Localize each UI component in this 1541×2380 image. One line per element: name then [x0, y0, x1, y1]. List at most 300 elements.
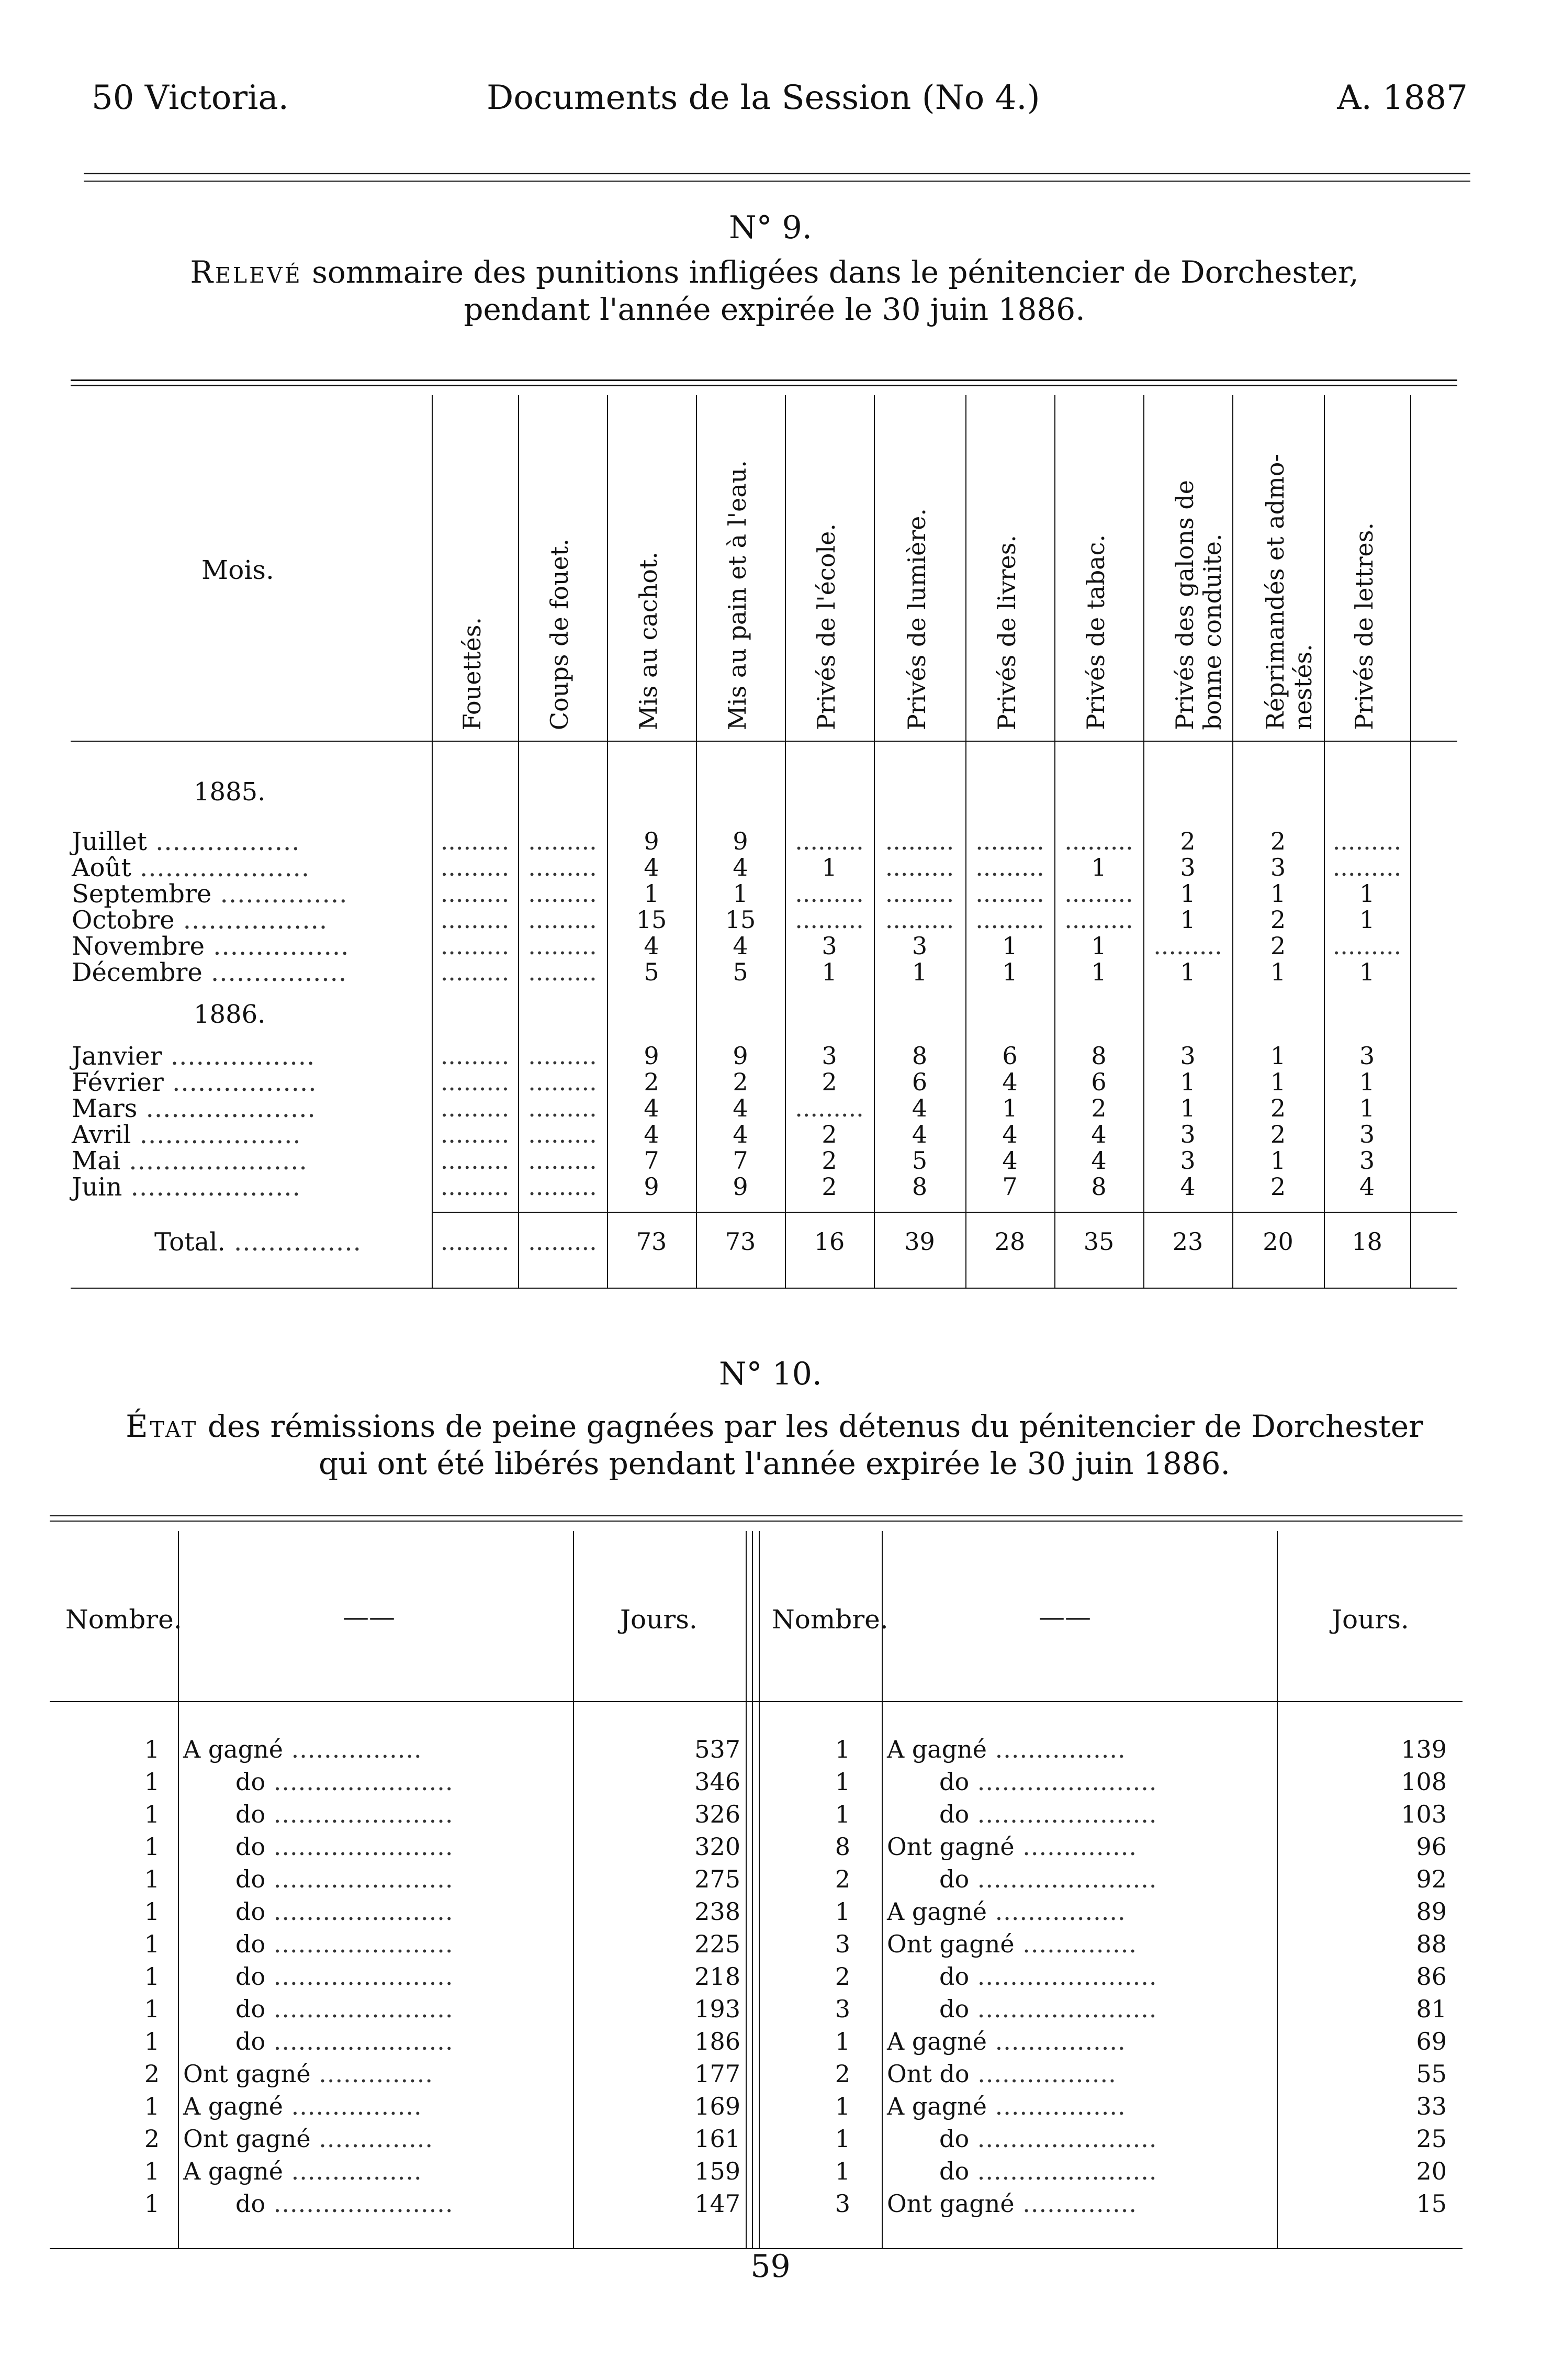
month-row-label	[72, 1068, 317, 1097]
dot-leader: ......................	[265, 1865, 454, 1893]
table9-total-cell: .........	[440, 1227, 510, 1256]
remission-text: Ont do	[887, 2060, 970, 2088]
table9-cell: .........	[440, 1120, 510, 1148]
table9-title-lead: Relevé	[190, 254, 302, 290]
total-row-label	[154, 1227, 362, 1257]
table9-cell: 1	[1091, 853, 1107, 881]
remission-description	[887, 2027, 1126, 2055]
total-label: Total.	[154, 1227, 226, 1257]
month-row-label	[72, 1094, 316, 1123]
table9-cell: 2	[1270, 827, 1286, 855]
table9-column-divider	[518, 395, 519, 1288]
column-header: Privés de lumière.	[902, 508, 931, 730]
column-header: Fouettés.	[457, 617, 486, 730]
dot-leader: .................	[162, 1042, 316, 1071]
table9-cell: 3	[1359, 1042, 1375, 1070]
remission-days: 86	[1416, 1962, 1447, 1991]
remission-days: 139	[1401, 1735, 1447, 1763]
table9-cell: 4	[644, 1094, 659, 1122]
right-nombre-header: Nombre.	[772, 1604, 888, 1635]
remission-count: 1	[835, 1735, 850, 1763]
table9-cell: 4	[1091, 1146, 1107, 1175]
table9-cell: 2	[822, 1068, 837, 1096]
table9-header-rule	[71, 741, 1457, 742]
dot-leader: ...............	[225, 1227, 362, 1257]
remission-count: 1	[835, 2092, 850, 2120]
remission-count: 1	[144, 1833, 160, 1861]
table9-cell: 5	[644, 958, 659, 986]
table9-cell: 8	[912, 1172, 928, 1201]
table9-cell: 2	[1270, 1094, 1286, 1122]
remission-description	[887, 2189, 1137, 2218]
table9-cell: .........	[440, 879, 510, 908]
month-name: Février	[72, 1068, 164, 1097]
table10-column-divider	[573, 1531, 574, 2248]
month-name: Novembre	[72, 932, 205, 961]
table10-top-rule-2	[50, 1521, 1463, 1522]
table9-cell: 2	[1180, 827, 1196, 855]
table9-cell: .........	[528, 1068, 597, 1096]
table9-column-divider	[607, 395, 608, 1288]
table10-column-divider	[1277, 1531, 1278, 2248]
remission-count: 1	[144, 2092, 160, 2120]
table9-cell: 2	[1270, 932, 1286, 960]
left-nombre-header: Nombre.	[65, 1604, 182, 1635]
table9-cell: 1	[1270, 1146, 1286, 1175]
remission-text: do	[235, 2189, 266, 2218]
year-1885: 1885.	[194, 777, 266, 807]
table9-cell: 9	[644, 1042, 659, 1070]
remission-count: 1	[144, 1768, 160, 1796]
remission-days: 96	[1416, 1833, 1447, 1861]
table9-cell: .........	[975, 906, 1044, 934]
table9-cell: 6	[1002, 1042, 1018, 1070]
table10-number: N° 10.	[719, 1356, 822, 1392]
table9-cell: .........	[795, 827, 864, 855]
remission-description	[887, 1833, 1137, 1861]
dot-leader: ......................	[265, 2189, 454, 2218]
table9-total-cell: 39	[904, 1227, 935, 1256]
table9-cell: .........	[528, 1120, 597, 1148]
dot-leader: ..............	[1014, 1930, 1137, 1958]
table9-cell: 1	[1180, 879, 1196, 908]
table9-cell: 3	[1359, 1120, 1375, 1148]
table10-column-divider	[178, 1531, 179, 2248]
right-description-header: ——	[1039, 1602, 1091, 1632]
remission-description	[939, 1995, 1157, 2023]
remission-count: 2	[144, 2125, 160, 2153]
table9-cell: 4	[912, 1094, 928, 1122]
month-name: Décembre	[72, 958, 203, 987]
table9-cell: 3	[1180, 1042, 1196, 1070]
remission-text: Ont gagné	[887, 2189, 1015, 2218]
table9-cell: .........	[528, 1172, 597, 1201]
remission-description	[235, 1962, 453, 1991]
remission-count: 2	[835, 1865, 850, 1893]
header-center: Documents de la Session (No 4.)	[487, 79, 1040, 117]
month-name: Septembre	[72, 879, 212, 909]
table9-cell: 8	[1091, 1042, 1107, 1070]
remission-description	[939, 1768, 1157, 1796]
table9-cell: .........	[795, 879, 864, 908]
table9-cell: 1	[1359, 1094, 1375, 1122]
table9-cell: 1	[1002, 932, 1018, 960]
column-header: Mis au cachot.	[634, 551, 662, 730]
table9-total-cell: 18	[1352, 1227, 1382, 1256]
table9-cell: .........	[975, 827, 1044, 855]
dot-leader: .................	[163, 1068, 317, 1097]
remission-description	[183, 2125, 433, 2153]
remission-days: 33	[1416, 2092, 1447, 2120]
month-row-label	[72, 1146, 308, 1176]
dot-leader: ................	[283, 2092, 422, 2120]
remission-description	[183, 1735, 422, 1763]
remission-text: do	[939, 2125, 970, 2153]
remission-description	[939, 2157, 1157, 2185]
table10-title-line2: qui ont été libérés pendant l'année expirée le 30 juin 1886.	[319, 1445, 1230, 1481]
column-header: Réprimandés et admo- nestés.	[1261, 454, 1317, 730]
left-description-header: ——	[343, 1602, 395, 1632]
table9-cell: .........	[528, 879, 597, 908]
table9-cell: 7	[1002, 1172, 1018, 1201]
table9-cell: .........	[885, 827, 954, 855]
table10-title	[73, 1408, 1476, 1482]
table9-total-cell: 28	[994, 1227, 1026, 1256]
remission-description	[887, 1735, 1126, 1763]
remission-description	[887, 2060, 1117, 2088]
table9-cell: 6	[1091, 1068, 1107, 1096]
dot-leader: ......................	[969, 2157, 1157, 2185]
remission-days: 81	[1416, 1995, 1447, 2023]
remission-text: Ont gagné	[183, 2060, 311, 2088]
remission-description	[235, 1768, 453, 1796]
column-header: Privés de l'école.	[812, 523, 840, 730]
table9-cell: 9	[733, 1042, 748, 1070]
dot-leader: ...................	[131, 1120, 301, 1149]
table9-cell: 3	[1359, 1146, 1375, 1175]
table9-cell: 1	[1359, 1068, 1375, 1096]
remission-count: 1	[835, 2027, 850, 2055]
table10-column-divider	[759, 1531, 760, 2248]
right-jours-header: Jours.	[1332, 1604, 1409, 1635]
table10-column-divider	[882, 1531, 883, 2248]
remission-days: 89	[1416, 1897, 1447, 1926]
table9-cell: 1	[912, 958, 928, 986]
month-name: Janvier	[72, 1042, 162, 1071]
table9-title	[73, 254, 1476, 328]
table9-column-divider	[1232, 395, 1233, 1288]
table9-cell: .........	[440, 1146, 510, 1175]
remission-text: Ont gagné	[887, 1930, 1015, 1958]
remission-days: 320	[694, 1833, 740, 1861]
dot-leader: ......................	[265, 1897, 454, 1926]
month-row-label	[72, 827, 300, 856]
table9-cell: 1	[1180, 1094, 1196, 1122]
dot-leader: ......................	[265, 1995, 454, 2023]
table9-cell: 3	[1270, 853, 1286, 881]
table9-cell: 4	[733, 1120, 748, 1148]
remission-description	[235, 1800, 453, 1828]
remission-count: 2	[835, 1962, 850, 1991]
remission-count: 1	[144, 1800, 160, 1828]
remission-count: 3	[835, 1930, 850, 1958]
table9-cell: .........	[528, 1146, 597, 1175]
header-rule	[84, 173, 1470, 174]
column-header: Privés de livres.	[993, 534, 1021, 730]
dot-leader: ....................	[131, 853, 310, 882]
remission-description	[235, 1833, 453, 1861]
table9-cell: 3	[1180, 1146, 1196, 1175]
table9-total-rule	[432, 1212, 1457, 1213]
remission-days: 147	[694, 2189, 740, 2218]
table9-total-cell: 35	[1083, 1227, 1115, 1256]
month-name: Mars	[72, 1094, 138, 1123]
dot-leader: ......................	[265, 1768, 454, 1796]
table9-cell: 4	[1002, 1120, 1018, 1148]
column-header: Coups de fouet.	[545, 538, 573, 730]
table9-total-cell: .........	[528, 1227, 597, 1256]
table9-cell: 3	[912, 932, 928, 960]
table9-total-cell: 20	[1263, 1227, 1293, 1256]
table9-cell: .........	[528, 827, 597, 855]
table9-cell: .........	[1064, 827, 1133, 855]
remission-count: 1	[144, 2027, 160, 2055]
table9-column-divider	[785, 395, 786, 1288]
remission-days: 25	[1416, 2125, 1447, 2153]
dot-leader: .................	[969, 2060, 1117, 2088]
remission-count: 1	[144, 2157, 160, 2185]
header-rule-2	[84, 181, 1470, 182]
table9-column-divider	[1143, 395, 1144, 1288]
dot-leader: ................	[205, 932, 350, 961]
punishments-table	[71, 379, 1457, 1288]
table9-cell: 2	[822, 1172, 837, 1201]
remission-count: 1	[144, 1962, 160, 1991]
table9-cell: 8	[1091, 1172, 1107, 1201]
month-name: Juillet	[72, 827, 147, 856]
dot-leader: ................	[987, 2092, 1126, 2120]
remission-description	[939, 1800, 1157, 1828]
remission-text: do	[939, 1995, 970, 2023]
remission-text: A gagné	[887, 1735, 987, 1763]
table9-cell: 1	[644, 879, 659, 908]
table10-top-rule	[50, 1515, 1463, 1516]
table9-total-cell: 73	[636, 1227, 667, 1256]
remission-days: 326	[694, 1800, 740, 1828]
remission-description	[235, 2027, 453, 2055]
table9-cell: .........	[885, 853, 954, 881]
remission-description	[235, 1995, 453, 2023]
dot-leader: ......................	[265, 2027, 454, 2055]
table9-cell: .........	[795, 906, 864, 934]
table9-cell: 1	[1091, 932, 1107, 960]
remission-days: 275	[694, 1865, 740, 1893]
table9-cell: 1	[822, 853, 837, 881]
table9-top-rule-2	[71, 385, 1457, 386]
dot-leader: ..............	[1014, 2189, 1137, 2218]
remission-count: 1	[835, 2157, 850, 2185]
remission-description	[235, 1930, 453, 1958]
table9-cell: 1	[822, 958, 837, 986]
remission-count: 1	[144, 1897, 160, 1926]
table9-cell: 4	[733, 1094, 748, 1122]
dot-leader: .................	[147, 827, 300, 856]
column-header: Mis au pain et à l'eau.	[723, 460, 751, 730]
table9-column-divider	[1054, 395, 1055, 1288]
remission-description	[235, 1865, 453, 1893]
remission-text: do	[939, 2157, 970, 2185]
remission-description	[183, 2092, 422, 2120]
dot-leader: ......................	[969, 1800, 1157, 1828]
table9-cell: 9	[644, 1172, 659, 1201]
table9-column-divider	[696, 395, 697, 1288]
column-header: Privés des galons de bonne conduite.	[1171, 480, 1227, 730]
remission-text: do	[939, 1962, 970, 1991]
table9-cell: 2	[822, 1120, 837, 1148]
dot-leader: ................	[202, 958, 347, 987]
dot-leader: ......................	[969, 2125, 1157, 2153]
dot-leader: ....................	[137, 1094, 316, 1123]
month-row-label	[72, 958, 347, 987]
table9-cell: .........	[1064, 906, 1133, 934]
month-row-label	[72, 906, 328, 935]
table9-total-cell: 16	[814, 1227, 845, 1256]
remission-text: do	[235, 1768, 266, 1796]
column-header: Privés de lettres.	[1349, 522, 1378, 730]
remission-text: do	[939, 1800, 970, 1828]
remission-count: 1	[835, 1897, 850, 1926]
table9-cell: 4	[912, 1120, 928, 1148]
table9-column-divider	[965, 395, 966, 1288]
table9-cell: .........	[975, 853, 1044, 881]
table9-cell: 9	[733, 827, 748, 855]
dot-leader: ................	[283, 2157, 422, 2185]
table9-cell: 8	[912, 1042, 928, 1070]
remission-days: 186	[694, 2027, 740, 2055]
remission-text: A gagné	[887, 1897, 987, 1926]
remission-description	[939, 1962, 1157, 1991]
table9-cell: 4	[644, 932, 659, 960]
table9-cell: .........	[885, 906, 954, 934]
remission-text: do	[939, 1865, 970, 1893]
remission-count: 1	[144, 2189, 160, 2218]
table9-cell: .........	[440, 1172, 510, 1201]
table9-cell: 1	[1002, 1094, 1018, 1122]
dot-leader: ...............	[211, 879, 348, 909]
table9-cell: .........	[440, 827, 510, 855]
table9-cell: .........	[1332, 853, 1402, 881]
month-row-label	[72, 932, 349, 961]
table9-cell: .........	[885, 879, 954, 908]
remission-description	[939, 1865, 1157, 1893]
table9-cell: 15	[636, 906, 667, 934]
table9-cell: .........	[975, 879, 1044, 908]
table9-cell: .........	[440, 1094, 510, 1122]
header-right: A. 1887	[1337, 79, 1468, 117]
table9-column-divider	[432, 395, 433, 1288]
remission-days: 225	[694, 1930, 740, 1958]
remission-text: do	[235, 1897, 266, 1926]
table9-column-divider	[1324, 395, 1325, 1288]
remission-description	[887, 2092, 1126, 2120]
table9-cell: .........	[1332, 827, 1402, 855]
remission-text: do	[235, 1962, 266, 1991]
table9-cell: 6	[912, 1068, 928, 1096]
table10-header-rule	[50, 1701, 1463, 1702]
table9-cell: 1	[733, 879, 748, 908]
table9-cell: 5	[733, 958, 748, 986]
remission-days: 346	[694, 1768, 740, 1796]
remission-description	[235, 2189, 453, 2218]
table9-cell: 1	[1180, 906, 1196, 934]
table9-bottom-rule	[71, 1288, 1457, 1289]
remission-text: A gagné	[887, 2092, 987, 2120]
month-row-label	[72, 1120, 301, 1149]
month-name: Avril	[72, 1120, 131, 1149]
remission-days: 69	[1416, 2027, 1447, 2055]
dot-leader: ..............	[310, 2125, 433, 2153]
month-name: Juin	[72, 1172, 122, 1202]
column-header: Privés de tabac.	[1082, 534, 1110, 730]
remission-days: 55	[1416, 2060, 1447, 2088]
remission-days: 537	[694, 1735, 740, 1763]
table9-cell: .........	[528, 932, 597, 960]
table9-cell: 4	[1002, 1146, 1018, 1175]
table9-cell: 9	[733, 1172, 748, 1201]
remission-description	[887, 1930, 1137, 1958]
page-number: 59	[750, 2248, 791, 2285]
dot-leader: ....................	[122, 1172, 301, 1202]
month-row-label	[72, 879, 347, 909]
remission-days: 169	[694, 2092, 740, 2120]
table9-cell: 1	[1359, 958, 1375, 986]
table9-cell: .........	[795, 1094, 864, 1122]
dot-leader: .....................	[120, 1146, 308, 1176]
dot-leader: ......................	[265, 1930, 454, 1958]
remission-days: 193	[694, 1995, 740, 2023]
remission-days: 177	[694, 2060, 740, 2088]
table9-cell: 4	[644, 1120, 659, 1148]
remission-days: 161	[694, 2125, 740, 2153]
remission-count: 3	[835, 1995, 850, 2023]
remission-text: A gagné	[183, 2092, 284, 2120]
table9-total-cell: 23	[1172, 1227, 1203, 1256]
table9-cell: 1	[1359, 906, 1375, 934]
remission-description	[939, 2125, 1157, 2153]
remission-text: Ont gagné	[183, 2125, 311, 2153]
dot-leader: ................	[987, 1897, 1126, 1926]
table9-cell: 1	[1180, 958, 1196, 986]
remission-count: 8	[835, 1833, 850, 1861]
month-row-label	[72, 853, 310, 882]
table9-cell: 3	[822, 932, 837, 960]
table9-cell: .........	[528, 906, 597, 934]
dot-leader: ..............	[310, 2060, 433, 2088]
table9-cell: .........	[440, 958, 510, 986]
remission-count: 1	[835, 2125, 850, 2153]
remission-text: do	[235, 1833, 266, 1861]
table9-cell: .........	[1332, 932, 1402, 960]
remission-text: A gagné	[887, 2027, 987, 2055]
table9-cell: 15	[725, 906, 756, 934]
month-column-header: Mois.	[201, 555, 274, 585]
dot-leader: ......................	[265, 1833, 454, 1861]
table9-cell: 7	[644, 1146, 659, 1175]
table9-cell: 3	[1180, 853, 1196, 881]
remission-count: 1	[144, 1995, 160, 2023]
dot-leader: ................	[283, 1735, 422, 1763]
table9-cell: 2	[1270, 906, 1286, 934]
